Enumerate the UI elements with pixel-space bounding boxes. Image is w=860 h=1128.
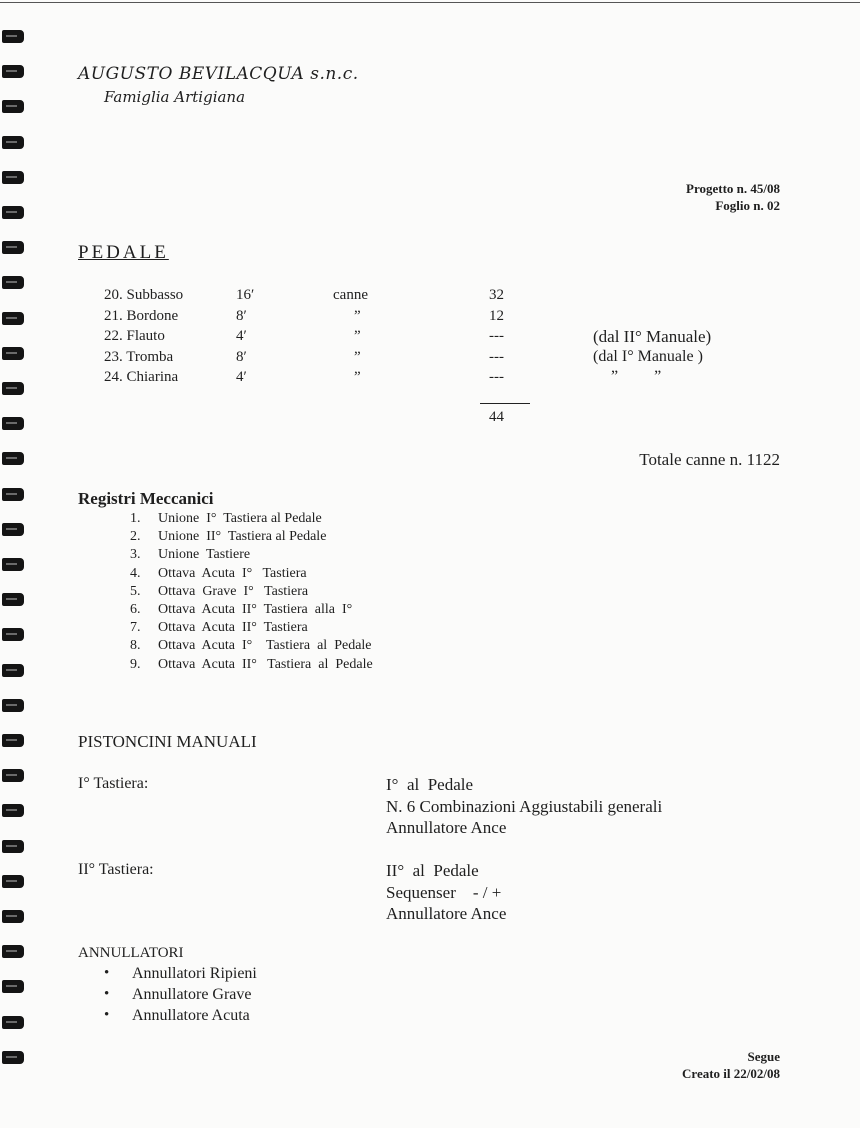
registro-text: Ottava Grave I° Tastiera [158, 583, 309, 599]
spiral-binding [0, 24, 28, 1128]
piston-line: Annullatore Ance [386, 904, 507, 923]
binding-ring [2, 30, 24, 43]
bullet-icon: • [104, 986, 110, 1002]
stop-name: 22. Flauto [104, 328, 165, 344]
stop-name: 24. Chiarina [104, 369, 179, 385]
stop-unit: ” [354, 369, 361, 385]
pedale-total: 44 [489, 409, 504, 425]
binding-ring [2, 628, 24, 641]
piston-line: Sequenser - / + [386, 882, 502, 902]
company-name: AUGUSTO BEVILACQUA s.n.c. [78, 64, 359, 84]
binding-ring [2, 1051, 24, 1064]
binding-ring [2, 875, 24, 888]
piston-line: N. 6 Combinazioni Aggiustabili generali [386, 796, 663, 816]
section-title-annullatori: ANNULLATORI [78, 945, 184, 961]
registro-text: Unione II° Tastiera al Pedale [158, 529, 327, 545]
stop-unit: canne [333, 287, 368, 303]
sum-line [480, 403, 530, 404]
top-border-line [0, 2, 860, 3]
binding-ring [2, 664, 24, 677]
binding-ring [2, 452, 24, 465]
binding-ring [2, 980, 24, 993]
binding-ring [2, 769, 24, 782]
stop-unit: ” [354, 328, 361, 344]
binding-ring [2, 312, 24, 325]
stop-name: 23. Tromba [104, 348, 174, 365]
registro-number: 9. [130, 656, 141, 672]
bullet-icon: • [104, 965, 110, 981]
keyboard-label: II° Tastiera: [78, 861, 154, 878]
footer-created: Creato il 22/02/08 [682, 1066, 780, 1081]
stop-pipes: 32 [489, 287, 504, 303]
binding-ring [2, 206, 24, 219]
piston-line: II° al Pedale [386, 861, 479, 880]
binding-ring [2, 171, 24, 184]
registro-number: 1. [130, 511, 141, 526]
annullatore-item: Annullatori Ripieni [132, 965, 257, 982]
footer-segue: Segue [747, 1049, 780, 1064]
registro-text: Unione I° Tastiera al Pedale [158, 511, 322, 526]
registro-text: Ottava Acuta I° Tastiera al Pedale [158, 638, 372, 654]
binding-ring [2, 136, 24, 149]
binding-ring [2, 1016, 24, 1029]
piston-line: I° al Pedale [386, 775, 474, 794]
binding-ring [2, 100, 24, 113]
binding-ring [2, 804, 24, 817]
stop-source-note: (dal I° Manuale ) [593, 347, 703, 365]
registro-number: 3. [130, 547, 141, 563]
stop-name: 20. Subbasso [104, 287, 184, 303]
binding-ring [2, 699, 24, 712]
binding-ring [2, 523, 24, 536]
stop-pipes: --- [489, 348, 504, 365]
stop-footage: 4′ [236, 328, 247, 344]
stop-pipes: --- [489, 369, 504, 385]
stop-footage: 16′ [236, 287, 255, 303]
section-title-pedale: PEDALE [78, 242, 169, 263]
registro-number: 7. [130, 620, 141, 636]
grand-total: Totale canne n. 1122 [639, 450, 780, 469]
binding-ring [2, 593, 24, 606]
binding-ring [2, 65, 24, 78]
stop-source-note: (dal II° Manuale) [593, 327, 712, 346]
annullatore-item: Annullatore Grave [132, 986, 252, 1003]
stop-footage: 8′ [236, 348, 247, 365]
registro-number: 5. [130, 583, 141, 599]
registro-text: Ottava Acuta II° Tastiera al Pedale [158, 656, 373, 672]
stop-source-note: ” ” [611, 368, 662, 385]
binding-ring [2, 910, 24, 923]
registro-number: 2. [130, 529, 141, 545]
section-title-pistoncini: PISTONCINI MANUALI [78, 732, 257, 751]
binding-ring [2, 945, 24, 958]
binding-ring [2, 382, 24, 395]
registro-number: 6. [130, 602, 141, 617]
piston-line: Annullatore Ance [386, 818, 507, 837]
annullatore-item: Annullatore Acuta [132, 1007, 250, 1024]
binding-ring [2, 840, 24, 853]
stop-pipes: --- [489, 328, 504, 344]
binding-ring [2, 488, 24, 501]
registro-number: 8. [130, 638, 141, 654]
registro-text: Ottava Acuta I° Tastiera [158, 565, 307, 581]
binding-ring [2, 347, 24, 360]
stop-unit: ” [354, 348, 361, 365]
registro-text: Ottava Acuta II° Tastiera [158, 620, 308, 636]
binding-ring [2, 241, 24, 254]
keyboard-label: I° Tastiera: [78, 775, 149, 792]
stop-unit: ” [354, 307, 361, 324]
registro-number: 4. [130, 565, 141, 581]
binding-ring [2, 417, 24, 430]
sheet-number: Foglio n. 02 [715, 198, 780, 213]
stop-pipes: 12 [489, 307, 504, 324]
section-title-registri: Registri Meccanici [78, 489, 214, 508]
binding-ring [2, 276, 24, 289]
company-subtitle: Famiglia Artigiana [104, 88, 246, 106]
binding-ring [2, 734, 24, 747]
stop-footage: 4′ [236, 369, 247, 385]
project-number: Progetto n. 45/08 [686, 181, 780, 196]
binding-ring [2, 558, 24, 571]
stop-name: 21. Bordone [104, 307, 179, 324]
bullet-icon: • [104, 1007, 110, 1023]
registro-text: Unione Tastiere [158, 547, 251, 563]
registro-text: Ottava Acuta II° Tastiera alla I° [158, 602, 353, 617]
stop-footage: 8′ [236, 307, 247, 324]
